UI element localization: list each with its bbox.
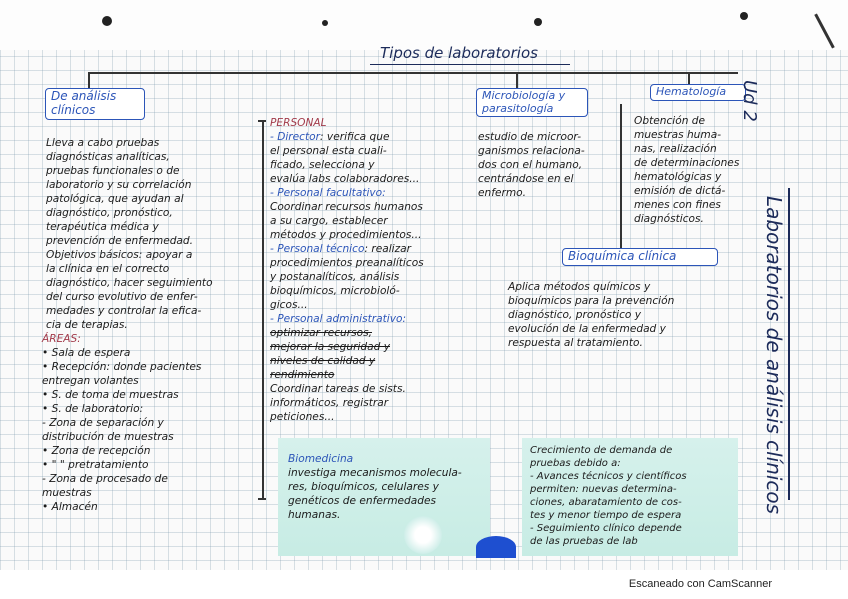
text-line: patológica, que ayudan al (46, 193, 184, 205)
text-line: pruebas debido a: (530, 458, 621, 469)
text-line: informáticos, registrar (270, 397, 389, 409)
text-line: emisión de dictá- (634, 185, 726, 197)
text-line: estudio de microor- (478, 131, 582, 143)
text-line: enfermo. (478, 187, 527, 199)
text-line: laboratorio y su correlación (46, 179, 192, 191)
list-item: • Recepción: donde pacientes (42, 361, 202, 373)
text-line: Objetivos básicos: apoyar a (46, 249, 193, 261)
role-label: - Personal técnico (270, 243, 365, 255)
ring-hole (534, 18, 542, 26)
connector-line (620, 104, 622, 252)
bioquimica-description (508, 280, 738, 350)
text-line: rendimiento (270, 369, 335, 381)
text-line: bioquímicos para la prevención (508, 295, 675, 307)
text-line: menes con fines (634, 199, 721, 211)
text-line: Obtención de (634, 115, 706, 127)
text-line: del curso evolutivo de enfer- (46, 291, 198, 303)
text-line: ficado, selecciona y (270, 159, 375, 171)
text-line: diagnósticos. (634, 213, 704, 225)
text-line: y postanalíticos, análisis (270, 271, 400, 283)
list-item: • S. de laboratorio: (42, 403, 144, 415)
text-line: : verifica que (319, 131, 390, 143)
ring-hole (740, 12, 748, 20)
hematologia-label: Hematología (650, 84, 746, 101)
text-line: Crecimiento de demanda de (530, 445, 673, 456)
text-line: a su cargo, establecer (270, 215, 388, 227)
areas-heading: ÁREAS: (42, 333, 81, 345)
text-line: niveles de calidad y (270, 355, 376, 367)
text-line: hematológicas y (634, 171, 722, 183)
areas-list (42, 332, 262, 514)
text-line: humanas. (288, 509, 341, 521)
list-item: • S. de toma de muestras (42, 389, 179, 401)
list-item: • Sala de espera (42, 347, 131, 359)
text-line: - Seguimiento clínico depende (530, 523, 682, 534)
ring-hole (102, 16, 112, 26)
list-item: • " " pretratamiento (42, 459, 149, 471)
text-line: prevención de enfermedad. (46, 235, 194, 247)
text-line: la clínica en el correcto (46, 263, 170, 275)
biomedicina-section (288, 452, 488, 522)
text-line: - Avances técnicos y científicos (530, 471, 687, 482)
text-line: terapéutica médica y (46, 221, 159, 233)
text-line: Coordinar recursos humanos (270, 201, 423, 213)
list-item: entregan volantes (42, 375, 139, 387)
side-title-underline (788, 188, 790, 500)
personal-bracket (258, 120, 266, 122)
text-line: gicos... (270, 299, 308, 311)
text-line: optimizar recursos, (270, 327, 372, 339)
text-line: ciones, abaratamiento de cos- (530, 497, 682, 508)
text-line: evalúa labs colaboradores... (270, 173, 420, 185)
text-line: peticiones... (270, 411, 335, 423)
text-line: : realizar (364, 243, 412, 255)
text-line: Lleva a cabo pruebas (46, 137, 160, 149)
unit-label: Ud 2 (739, 80, 760, 122)
hematologia-description (634, 114, 752, 226)
microbiologia-label: Microbiología y parasitología (476, 88, 588, 117)
analisis-clinicos-label: De análisis clínicos (45, 88, 145, 120)
scanner-watermark: Escaneado con CamScanner (628, 578, 772, 590)
text-line: Coordinar tareas de sists. (270, 383, 406, 395)
text-line: nas, realización (634, 143, 717, 155)
title-underline (370, 64, 570, 65)
personal-heading: PERSONAL (270, 117, 327, 129)
text-line: diagnóstico, hacer seguimiento (46, 277, 213, 289)
microbiologia-description (478, 130, 618, 200)
role-label: - Director (270, 131, 320, 143)
text-line: diagnóstico, pronóstico, (46, 207, 173, 219)
list-item: - Zona de procesado de (42, 473, 168, 485)
text-line: métodos y procedimientos... (270, 229, 422, 241)
page-title: Tipos de laboratorios (380, 44, 538, 62)
list-item: distribución de muestras (42, 431, 174, 443)
list-item: • Almacén (42, 501, 98, 513)
blue-ink-mark (476, 536, 516, 558)
text-line: pruebas funcionales o de (46, 165, 180, 177)
text-line: bioquímicos, microbioló- (270, 285, 400, 297)
page-margin (0, 0, 848, 50)
text-line: medades y controlar la efica- (46, 305, 202, 317)
text-line: ganismos relaciona- (478, 145, 585, 157)
text-line: Aplica métodos químicos y (508, 281, 651, 293)
personal-section (270, 116, 466, 424)
text-line: el personal esta cuali- (270, 145, 387, 157)
text-line: de determinaciones (634, 157, 740, 169)
role-label: - Personal facultativo: (270, 187, 386, 199)
text-line: de las pruebas de lab (530, 536, 638, 547)
role-label: - Personal administrativo: (270, 313, 407, 325)
text-line: evolución de la enfermedad y (508, 323, 666, 335)
bioquimica-label: Bioquímica clínica (562, 248, 718, 266)
text-line: permiten: nuevas determina- (530, 484, 677, 495)
text-line: diagnóstico, pronóstico y (508, 309, 642, 321)
text-line: centrándose en el (478, 173, 574, 185)
snowflake-sticker (404, 516, 442, 554)
text-line: mejorar la seguridad y (270, 341, 390, 353)
biomedicina-title: Biomedicina (288, 453, 354, 465)
text-line: muestras huma- (634, 129, 722, 141)
connector-line (88, 72, 738, 74)
crecimiento-section (530, 444, 736, 548)
text-line: cia de terapias. (46, 319, 128, 331)
list-item: muestras (42, 487, 92, 499)
text-line: procedimientos preanalíticos (270, 257, 424, 269)
list-item: - Zona de separación y (42, 417, 164, 429)
analisis-clinicos-description (46, 136, 266, 332)
list-item: • Zona de recepción (42, 445, 151, 457)
text-line: investiga mecanismos molecula- (288, 467, 462, 479)
text-line: diagnósticas analíticas, (46, 151, 170, 163)
text-line: dos con el humano, (478, 159, 583, 171)
side-title: Laboratorios de análisis clínicos (762, 196, 786, 515)
text-line: res, bioquímicos, celulares y (288, 481, 439, 493)
text-line: tes y menor tiempo de espera (530, 510, 682, 521)
ring-hole (322, 20, 328, 26)
text-line: genéticos de enfermedades (288, 495, 437, 507)
text-line: respuesta al tratamiento. (508, 337, 643, 349)
